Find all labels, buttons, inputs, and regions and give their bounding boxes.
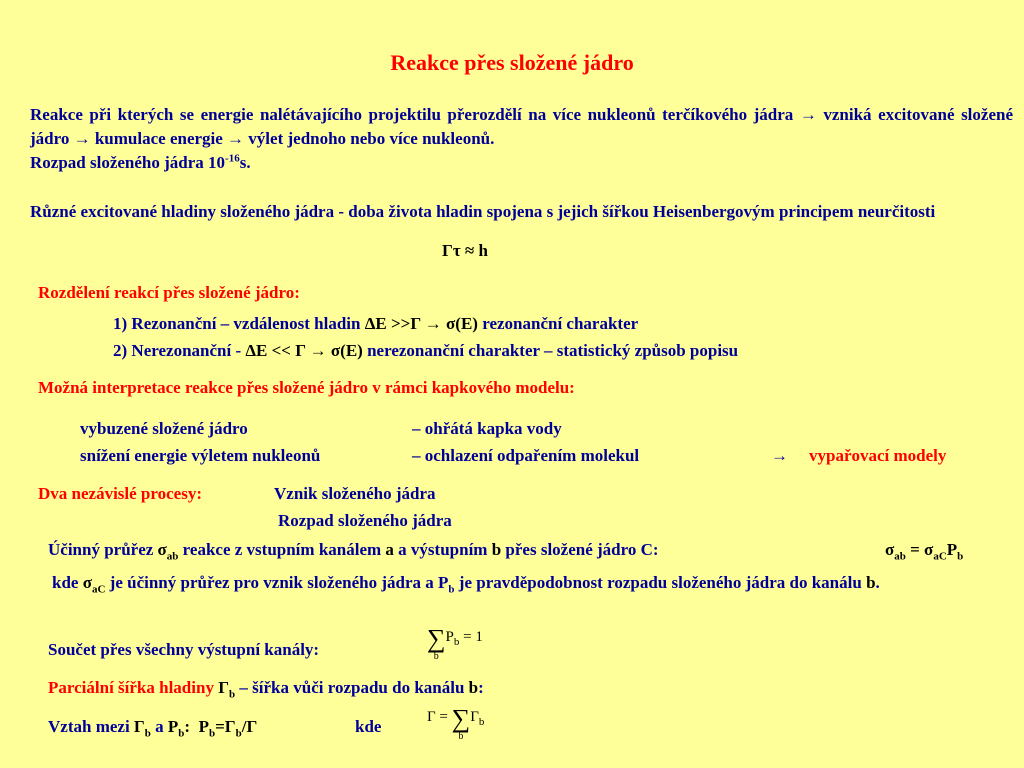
- csf-sigma: σ: [885, 540, 895, 559]
- explain-text-2: je pravděpodobnost rozpadu složeného jádra do kanálu: [454, 573, 867, 592]
- relation-eq-end: /Γ: [241, 717, 258, 736]
- interp-row1-left: vybuzené složené jádro: [80, 419, 248, 438]
- division-item-1-label: 1) Rezonanční – vzdálenost hladin: [113, 314, 365, 333]
- division-item-2-desc: nerezonanční charakter – statistický způsob popisu: [367, 341, 739, 360]
- cs-channel-b: b: [491, 540, 502, 559]
- sum-terms: [445, 629, 483, 648]
- partial-label: Parciální šířka hladiny: [48, 678, 219, 697]
- explain-P-sub: b: [448, 583, 455, 596]
- gamma-sum-index: b: [458, 731, 464, 742]
- relation-and: a: [150, 717, 168, 736]
- division-heading: Rozdělení reakcí přes složené jádro:: [38, 283, 300, 302]
- csf-sigma-sub: ab: [894, 550, 906, 563]
- partial-gamma-sub: b: [229, 688, 236, 701]
- cs-text-2: a výstupním: [393, 540, 492, 559]
- processes-label: Dva nezávislé procesy:: [38, 484, 202, 503]
- relation-eq-mid: =Γ: [215, 717, 236, 736]
- gamma-sum-gamma: Γ: [470, 709, 479, 725]
- partial-gamma: Γ: [218, 678, 230, 697]
- levels-text: Různé excitované hladiny složeného jádra - doba života hladin spojena s jejich šířkou Heisenbergovým principem neurčitosti: [30, 202, 936, 221]
- levels-paragraph: [30, 200, 1013, 224]
- gamma-sum-symbol: [451, 704, 471, 742]
- explain-sigma: σ: [82, 573, 92, 592]
- relation-gamma-sub: b: [144, 727, 151, 740]
- decay-time-exponent: -16: [225, 152, 240, 165]
- explain-dot: .: [875, 573, 880, 592]
- explain-text-1: je účinný průřez pro vznik složeného jádra a P: [105, 573, 449, 592]
- arrow-icon: →: [771, 446, 788, 465]
- relation-kde: kde: [355, 717, 382, 736]
- relation-gamma: Γ: [133, 717, 145, 736]
- csf-P-sub: b: [957, 550, 964, 563]
- relation-line: [48, 716, 257, 738]
- decay-time-unit: s.: [239, 153, 251, 172]
- division-item-1: [113, 313, 638, 335]
- sum-rhs: = 1: [459, 629, 483, 645]
- division-item-2-label: 2) Nerezonanční -: [113, 341, 246, 360]
- interp-row2-right: – ochlazení odpařením molekul: [412, 446, 640, 465]
- cs-text-3: přes složené jádro C:: [501, 540, 659, 559]
- intro-paragraph: [30, 103, 1013, 175]
- gamma-sum-term: [470, 709, 485, 728]
- decay-time-text: Rozpad složeného jádra 10: [30, 153, 226, 172]
- sum-index: b: [433, 651, 439, 662]
- intro-text: Reakce při kterých se energie nalétávajícího projektilu přerozdělí na více nukleonů terčíkového jádra → vzniká excitované složené jádro → kumulace energie → výlet jednoho nebo více nukleonů.: [30, 105, 1013, 148]
- cs-channel-a: a: [385, 540, 394, 559]
- relation-colon: :: [184, 717, 191, 736]
- partial-text: – šířka vůči rozpadu do kanálu: [235, 678, 469, 697]
- csf-mid: = σ: [905, 540, 934, 559]
- sum-P-sub: b: [453, 636, 460, 648]
- relation-eq-P-sub: b: [208, 727, 216, 740]
- gamma-total: Γ =: [427, 709, 452, 725]
- division-item-1-desc: rezonanční charakter: [482, 314, 639, 333]
- interp-row1-right: – ohřátá kapka vody: [412, 419, 562, 438]
- relation-eq-gamma-sub: b: [235, 727, 242, 740]
- sum-symbol: [427, 624, 446, 662]
- relation-P: P: [167, 717, 179, 736]
- uncertainty-formula: Γτ ≈ h: [442, 241, 488, 260]
- explain-kde: kde: [52, 573, 83, 592]
- partial-channel-b: b: [468, 678, 479, 697]
- sum-P: P: [445, 629, 454, 645]
- partial-colon: :: [478, 678, 484, 697]
- cross-section-line: [48, 539, 659, 561]
- csf-aC-sub: aC: [933, 550, 947, 563]
- division-item-2: [113, 340, 738, 362]
- gamma-sum-formula: [427, 704, 485, 742]
- process-decay: Rozpad složeného jádra: [278, 511, 452, 530]
- explain-paragraph: [52, 571, 1013, 595]
- relation-eq-P: P: [198, 717, 209, 736]
- cs-label: Účinný průřez: [48, 540, 158, 559]
- evaporation-models: vypařovací modely: [809, 446, 947, 465]
- page-title: Reakce přes složené jádro: [390, 50, 634, 75]
- sum-sigma: ∑: [427, 624, 446, 653]
- cs-sigma: σ: [157, 540, 167, 559]
- explain-channel-b: b: [866, 573, 876, 592]
- relation-P-sub: b: [178, 727, 185, 740]
- partial-width-line: [48, 677, 484, 699]
- sum-formula: [427, 624, 483, 662]
- cs-sigma-sub: ab: [166, 550, 179, 563]
- cross-section-formula: [885, 539, 963, 561]
- csf-P: P: [946, 540, 958, 559]
- interpretation-heading: Možná interpretace reakce přes složené jádro v rámci kapkového modelu:: [38, 378, 575, 397]
- gamma-sum-gamma-sub: b: [478, 716, 485, 728]
- gamma-sum-sigma: ∑: [451, 704, 471, 733]
- sum-label: Součet přes všechny výstupní kanály:: [48, 640, 320, 659]
- cs-text-1: reakce z vstupním kanálem: [178, 540, 386, 559]
- division-item-1-formula: ΔE >>Γ → σ(E): [364, 314, 483, 333]
- explain-sigma-sub: aC: [91, 583, 106, 596]
- division-item-2-formula: ΔE << Γ → σ(E): [245, 341, 368, 360]
- process-formation: Vznik složeného jádra: [274, 484, 436, 503]
- interp-row2-left: snížení energie výletem nukleonů: [80, 446, 321, 465]
- relation-label: Vztah mezi: [48, 717, 134, 736]
